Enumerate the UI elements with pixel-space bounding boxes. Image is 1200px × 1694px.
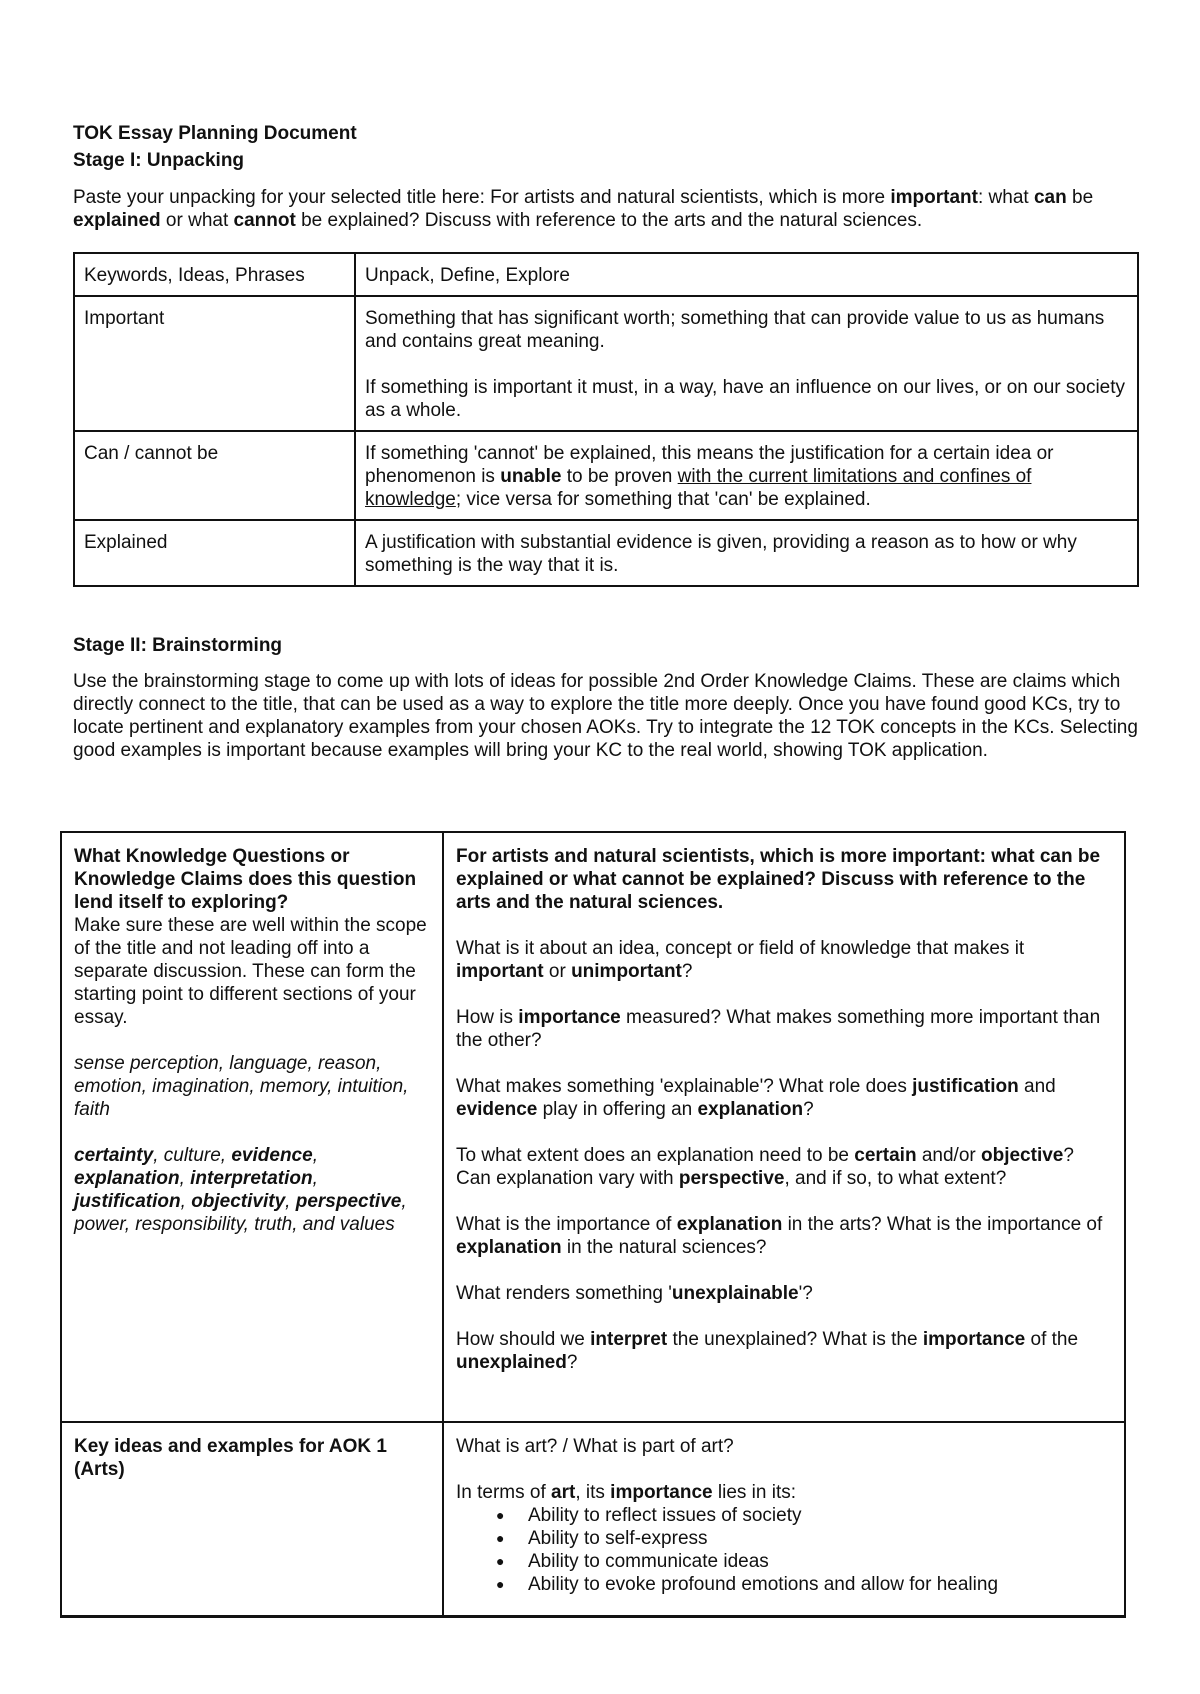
knowledge-question	[456, 1213, 1114, 1259]
text-run: In terms of	[456, 1482, 552, 1503]
list-item: ● Ability to reflect issues of society	[528, 1504, 1114, 1527]
text-run: If something 'cannot' be explained, this means the justification for a certain idea or phenomenon is	[365, 443, 1054, 487]
separator: ,	[180, 1191, 192, 1212]
text-run: How is	[456, 1007, 519, 1028]
bold-term: justification	[912, 1076, 1019, 1097]
aok1-lead	[456, 1481, 1114, 1504]
title-prompt	[73, 186, 1139, 232]
text-run: of the	[1025, 1329, 1079, 1350]
text-run: ; vice versa for something that 'can' be explained.	[455, 489, 871, 510]
knowledge-questions-cell	[443, 832, 1125, 1422]
list-item: ● Ability to self-express	[528, 1527, 1114, 1550]
knowledge-question	[456, 937, 1114, 983]
bold-heading: What Knowledge Questions or Knowledge Claims does this question lend itself to exploring?	[74, 846, 417, 913]
text-run: What is the importance of	[456, 1214, 677, 1235]
text-run: and	[1018, 1076, 1056, 1097]
underlined-text: with the current limitations and confines of knowledge	[365, 466, 1032, 510]
stage2-heading: Stage II: Brainstorming	[73, 635, 283, 656]
aok1-content-cell	[443, 1422, 1125, 1617]
text-run: lies in its:	[712, 1482, 797, 1503]
bold-term: explained	[73, 210, 161, 231]
bold-term: certain	[854, 1145, 917, 1166]
text-run: in the arts? What is the importance of	[782, 1214, 1103, 1235]
text-run: ?	[566, 1352, 578, 1373]
bold-term: important	[456, 961, 544, 982]
definition-cell	[355, 296, 1138, 431]
bold-term: unexplainable	[671, 1283, 799, 1304]
text-run: ?	[681, 961, 693, 982]
concept: certainty	[74, 1145, 154, 1166]
separator: ,	[401, 1191, 407, 1212]
kq-heading	[74, 845, 432, 914]
stage2-section	[73, 633, 1139, 762]
aok1-question: What is art? / What is part of art?	[456, 1436, 734, 1457]
bold-term: objective	[981, 1145, 1064, 1166]
separator: ,	[285, 1191, 296, 1212]
unpacking-table	[73, 252, 1139, 587]
text-run: What is it about an idea, concept or field of knowledge that makes it	[456, 938, 1025, 959]
text-run: '?	[798, 1283, 813, 1304]
bold-term: art	[551, 1482, 576, 1503]
bold-term: unexplained	[456, 1352, 567, 1373]
definition-text: Something that has significant worth; something that can provide value to us as humans and contains great meaning.	[365, 308, 1105, 352]
bold-term: interpret	[590, 1329, 668, 1350]
bold-term: importance	[518, 1007, 621, 1028]
separator: ,	[312, 1168, 318, 1189]
keyword-cell: Important	[74, 296, 355, 431]
ways-of-knowing-list	[74, 1052, 432, 1121]
text-run: What renders something '	[456, 1283, 672, 1304]
knowledge-question	[456, 1006, 1114, 1052]
table-row	[61, 1422, 1125, 1617]
knowledge-question	[456, 1282, 1114, 1305]
keyword-cell: Can / cannot be	[74, 431, 355, 520]
header-cell-unpack: Unpack, Define, Explore	[355, 253, 1138, 296]
text-run: or	[543, 961, 572, 982]
bold-term: importance	[610, 1482, 713, 1503]
table-row	[74, 431, 1138, 520]
text-run: , and if so, to what extent?	[784, 1168, 1007, 1189]
aok1-bullet-list	[456, 1504, 1114, 1596]
kq-guidance-cell	[61, 832, 443, 1422]
essay-title	[456, 845, 1114, 914]
text-run: What makes something 'explainable'? What role does	[456, 1076, 913, 1097]
bold-term: evidence	[456, 1099, 538, 1120]
concept: interpretation	[190, 1168, 313, 1189]
keyword-cell: Explained	[74, 520, 355, 586]
bold-term: explanation	[456, 1237, 562, 1258]
brainstorm-table	[60, 831, 1126, 1618]
bold-term: important	[890, 187, 978, 208]
text-run: measured? What makes something more important than the other?	[456, 1007, 1101, 1051]
bold-term: importance	[922, 1329, 1026, 1350]
text-run: ? Can explanation vary with	[456, 1145, 1074, 1189]
kq-hint: Make sure these are well within the scope of the title and not leading off into a separate discussion. These can form the starting point to different sections of your essay.	[74, 915, 427, 1028]
text-run: and/or	[916, 1145, 981, 1166]
text-run: play in offering an	[537, 1099, 698, 1120]
concept: objectivity	[191, 1191, 286, 1212]
list-item: ● Ability to evoke profound emotions and allow for healing	[528, 1573, 1114, 1596]
concept: explanation	[74, 1168, 180, 1189]
bold-term: unimportant	[571, 961, 682, 982]
concept-rest: power, responsibility, truth, and values	[74, 1214, 395, 1235]
bold-term: unable	[500, 466, 562, 487]
italic-list: sense perception, language, reason, emotion, imagination, memory, intuition, faith	[74, 1053, 409, 1120]
separator: ,	[312, 1145, 318, 1166]
bold-term: explanation	[697, 1099, 804, 1120]
knowledge-question	[456, 1075, 1114, 1121]
document-title: TOK Essay Planning Document	[73, 123, 357, 144]
aok1-heading: Key ideas and examples for AOK 1 (Arts)	[74, 1436, 387, 1480]
text-run: or what	[160, 210, 234, 231]
document-page	[73, 120, 1139, 762]
table-row	[74, 296, 1138, 431]
text-run: Paste your unpacking for your selected title here: For artists and natural scientists, which is more	[73, 187, 891, 208]
text-run: be explained? Discuss with reference to the arts and the natural sciences.	[295, 210, 923, 231]
text-run: ?	[803, 1099, 814, 1120]
bold-term: can	[1033, 187, 1067, 208]
bold-title: For artists and natural scientists, which is more important: what can be explained or what cannot be explained? Discuss with reference to the arts and the natural sciences.	[456, 846, 1101, 913]
aok1-label-cell	[61, 1422, 443, 1617]
text-run: To what extent does an explanation need to be	[456, 1145, 855, 1166]
text-run: in the natural sciences?	[561, 1237, 767, 1258]
definition-text: If something is important it must, in a way, have an influence on our lives, or on our society as a whole.	[365, 377, 1126, 421]
separator: ,	[179, 1168, 191, 1189]
tok-concepts-list	[74, 1144, 432, 1236]
knowledge-question	[456, 1328, 1114, 1374]
header-cell-keywords: Keywords, Ideas, Phrases	[74, 253, 355, 296]
text-run: be	[1066, 187, 1094, 208]
list-item: ● Ability to communicate ideas	[528, 1550, 1114, 1573]
text-run: to be proven	[561, 466, 678, 487]
text-run: How should we	[456, 1329, 591, 1350]
bold-term: explanation	[676, 1214, 783, 1235]
table-row	[61, 832, 1125, 1422]
stage1-heading: Stage I: Unpacking	[73, 150, 245, 171]
text-run: the unexplained? What is the	[667, 1329, 923, 1350]
separator: , culture,	[153, 1145, 232, 1166]
text-run: : what	[977, 187, 1034, 208]
definition-cell: A justification with substantial evidence is given, providing a reason as to how or why something is the way that it is.	[355, 520, 1138, 586]
definition-cell	[355, 431, 1138, 520]
concept: evidence	[231, 1145, 313, 1166]
concept: justification	[74, 1191, 181, 1212]
concept: perspective	[295, 1191, 402, 1212]
bold-term: cannot	[233, 210, 296, 231]
knowledge-question	[456, 1144, 1114, 1190]
bold-term: perspective	[678, 1168, 785, 1189]
table-row	[74, 520, 1138, 586]
table-header-row	[74, 253, 1138, 296]
stage2-description: Use the brainstorming stage to come up with lots of ideas for possible 2nd Order Knowledge Claims. These are claims which directly connect to the title, that can be used as a way to explore the title more deeply. Once you have found good KCs, try to locate pertinent and explanatory examples from your chosen AOKs. Try to integrate the 12 TOK concepts in the KCs. Selecting good examples is important because examples will bring your KC to the real world, showing TOK application.	[73, 671, 1138, 761]
text-run: , its	[575, 1482, 611, 1503]
